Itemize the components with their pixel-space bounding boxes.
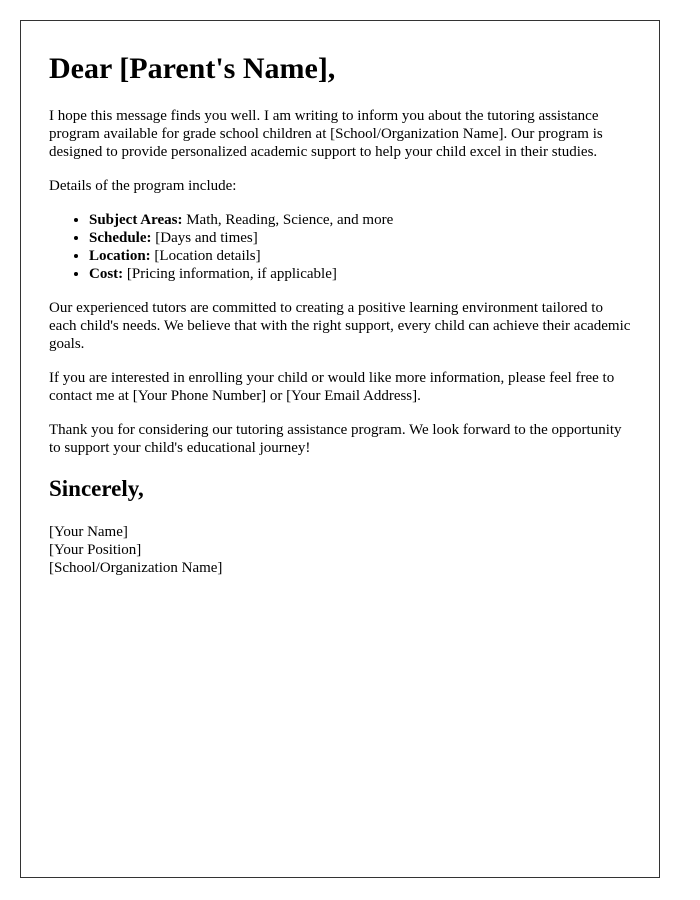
detail-label: Location: [89, 248, 151, 264]
signature-organization: [School/Organization Name] [49, 560, 223, 576]
detail-label: Cost: [89, 266, 124, 282]
detail-label: Subject Areas: [89, 212, 183, 228]
program-details-list [49, 211, 631, 283]
detail-value: [Location details] [150, 248, 261, 264]
detail-item-cost [89, 265, 631, 283]
detail-item-subject-areas [89, 211, 631, 229]
intro-paragraph: I hope this message finds you well. I am writing to inform you about the tutoring assistance program available for grade school children at [School/Organization Name]. Our program is designed to provide personalized academic support to help your child excel in their studies. [49, 108, 603, 160]
detail-value: [Days and times] [151, 230, 258, 246]
signature-block [49, 523, 631, 577]
signature-position: [Your Position] [49, 542, 142, 558]
detail-item-schedule [89, 229, 631, 247]
letter-greeting: Dear [Parent's Name], [49, 52, 336, 85]
detail-value: [Pricing information, if applicable] [123, 266, 337, 282]
letter-page [20, 20, 660, 878]
tutors-paragraph: Our experienced tutors are committed to creating a positive learning environment tailored to each child's needs. We believe that with the right support, every child can achieve their academic goals. [49, 300, 631, 352]
thanks-paragraph: Thank you for considering our tutoring assistance program. We look forward to the opportunity to support your child's educational journey! [49, 422, 622, 456]
signature-name: [Your Name] [49, 524, 128, 540]
detail-label: Schedule: [89, 230, 152, 246]
detail-item-location [89, 247, 631, 265]
contact-paragraph: If you are interested in enrolling your child or would like more information, please feel free to contact me at [Your Phone Number] or [Your Email Address]. [49, 370, 615, 404]
details-intro-paragraph: Details of the program include: [49, 178, 237, 194]
letter-closing: Sincerely, [49, 476, 144, 501]
detail-value: Math, Reading, Science, and more [182, 212, 394, 228]
